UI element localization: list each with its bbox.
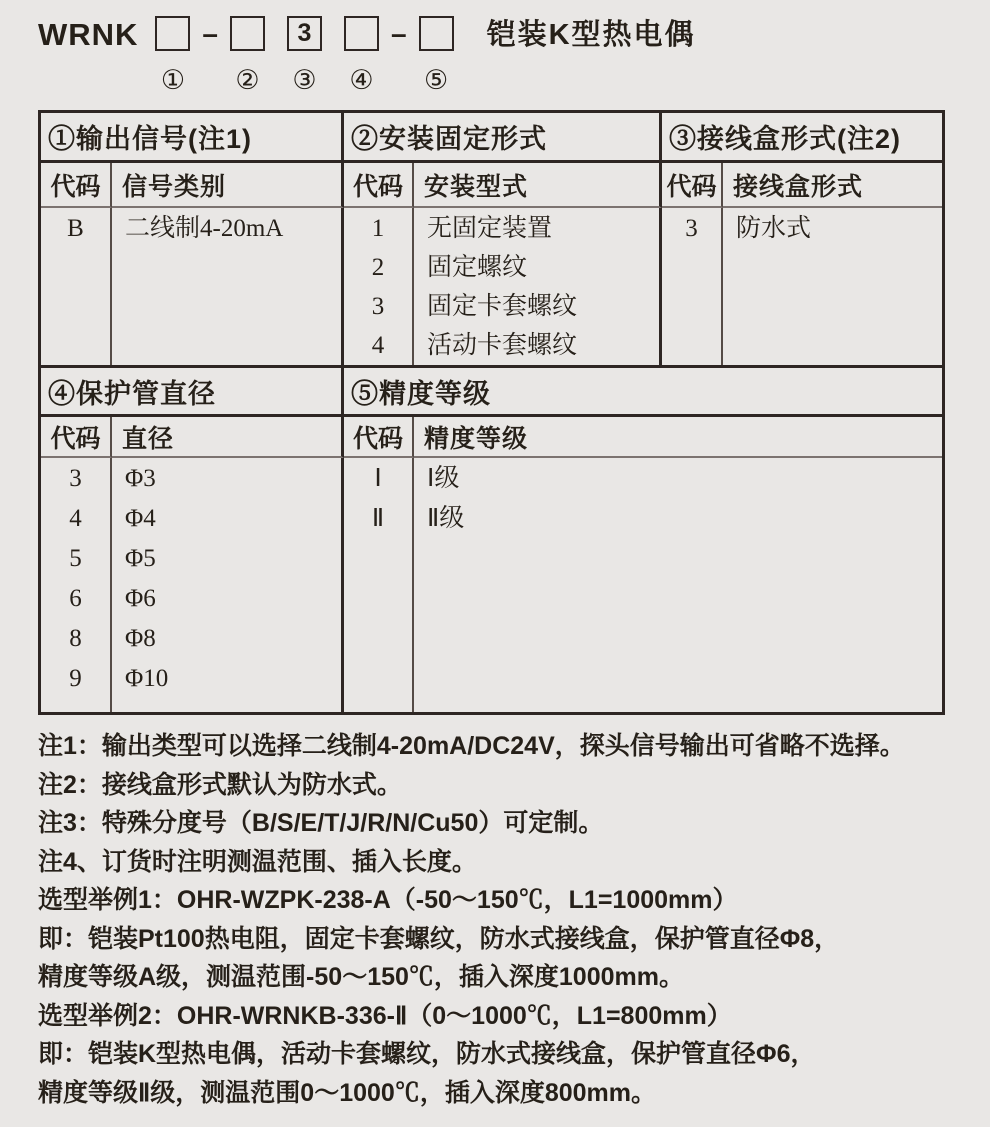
section4-code-header: 代码 <box>41 417 112 458</box>
section5-label-cell <box>414 458 942 712</box>
table-cell: Φ4 <box>125 505 156 532</box>
example-1-description-cont: 精度等级A级，测温范围-50～150℃，插入深度1000mm。 <box>38 963 684 991</box>
table-cell: 固定卡套螺纹 <box>427 293 578 320</box>
table-bottom-half <box>41 365 942 712</box>
table-cell: 8 <box>69 625 82 652</box>
code-dash-1: – <box>202 18 218 49</box>
table-cell: Ⅰ <box>374 465 382 492</box>
section1-label-header: 信号类别 <box>112 163 344 208</box>
code-position-3 <box>287 16 322 96</box>
code-box-5 <box>419 16 454 51</box>
table-cell: Φ10 <box>125 665 169 692</box>
section1-title: ①输出信号(注1) <box>41 113 344 163</box>
table-top-half <box>41 113 942 365</box>
section4-code-cell <box>41 458 112 712</box>
position-marker-4: ④ <box>349 65 374 96</box>
code-box-3: 3 <box>287 16 322 51</box>
table-cell: 二线制4-20mA <box>125 215 284 242</box>
product-title: 铠装K型热电偶 <box>486 19 696 51</box>
table-cell: Φ5 <box>125 545 156 572</box>
section3-code-cell <box>662 208 723 365</box>
position-marker-2: ② <box>235 65 260 96</box>
example-1-description: 即：铠装Pt100热电阻，固定卡套螺纹，防水式接线盒，保护管直径Φ8， <box>38 924 840 953</box>
position-marker-3: ③ <box>292 65 317 96</box>
model-code-line <box>38 16 696 96</box>
code-position-1 <box>155 16 190 96</box>
table-cell: 5 <box>69 545 82 572</box>
table-cell: 固定螺纹 <box>427 254 528 281</box>
example-2-description-cont: 精度等级Ⅱ级，测温范围0～1000℃，插入深度800mm。 <box>38 1078 656 1107</box>
code-position-5 <box>419 16 454 96</box>
note-2: 注2：接线盒形式默认为防水式。 <box>38 770 402 799</box>
note-4: 注4、订货时注明测温范围、插入长度。 <box>38 847 477 876</box>
section2-label-header: 安装型式 <box>414 163 662 208</box>
section2-label-cell <box>414 208 662 365</box>
table-cell: Ⅰ级 <box>427 465 460 492</box>
table-cell: 4 <box>69 505 82 532</box>
code-position-4 <box>344 16 379 96</box>
section5-code-cell <box>344 458 414 712</box>
section2-code-header: 代码 <box>344 163 414 208</box>
section5-code-header: 代码 <box>344 417 414 458</box>
table-cell: 6 <box>69 585 82 612</box>
table-cell: Ⅱ级 <box>427 505 465 532</box>
notes-block <box>38 727 968 1112</box>
section3-label-cell <box>723 208 942 365</box>
note-3: 注3：特殊分度号（B/S/E/T/J/R/N/Cu50）可定制。 <box>38 809 604 837</box>
table-cell: B <box>67 215 84 242</box>
section2-code-cell <box>344 208 414 365</box>
section4-label-header: 直径 <box>112 417 344 458</box>
section5-title: ⑤精度等级 <box>344 368 942 417</box>
model-prefix: WRNK <box>38 17 139 52</box>
section1-code-cell <box>41 208 112 365</box>
code-dash-2: – <box>391 18 407 49</box>
example-2-description: 即：铠装K型热电偶，活动卡套螺纹，防水式接线盒，保护管直径Φ6， <box>38 1040 816 1068</box>
table-cell: Φ3 <box>125 465 156 492</box>
table-cell: Φ8 <box>125 625 156 652</box>
table-cell: 无固定装置 <box>427 215 553 242</box>
note-1: 注1：输出类型可以选择二线制4-20mA/DC24V，探头信号输出可省略不选择。 <box>38 732 905 760</box>
code-position-2 <box>230 16 265 96</box>
table-cell: 4 <box>371 332 385 359</box>
code-box-1 <box>155 16 190 51</box>
table-cell: 防水式 <box>736 215 812 242</box>
table-cell: 3 <box>371 293 385 320</box>
section4-label-cell <box>112 458 344 712</box>
code-box-4 <box>344 16 379 51</box>
table-cell: Φ6 <box>125 585 156 612</box>
example-2-model: 选型举例2：OHR-WRNKB-336-Ⅱ（0～1000℃，L1=800mm） <box>38 1001 732 1030</box>
table-cell: 9 <box>69 665 82 692</box>
table-cell: 3 <box>69 465 82 492</box>
table-cell: 2 <box>371 254 385 281</box>
example-1-model: 选型举例1：OHR-WZPK-238-A（-50～150℃，L1=1000mm） <box>38 886 738 914</box>
table-cell: 活动卡套螺纹 <box>427 332 578 359</box>
section2-title: ②安装固定形式 <box>344 113 662 163</box>
section1-code-header: 代码 <box>41 163 112 208</box>
code-box-2 <box>230 16 265 51</box>
section4-title: ④保护管直径 <box>41 368 344 417</box>
section1-label-cell <box>112 208 344 365</box>
section3-title: ③接线盒形式(注2) <box>662 113 942 163</box>
position-marker-1: ① <box>160 65 186 96</box>
section5-label-header: 精度等级 <box>414 417 942 458</box>
section3-label-header: 接线盒形式 <box>723 163 942 208</box>
table-cell: Ⅱ <box>371 505 385 532</box>
selection-table <box>38 110 945 715</box>
table-cell: 3 <box>685 215 698 242</box>
section3-code-header: 代码 <box>662 163 723 208</box>
table-cell: 1 <box>371 215 385 242</box>
position-marker-5: ⑤ <box>423 65 449 96</box>
